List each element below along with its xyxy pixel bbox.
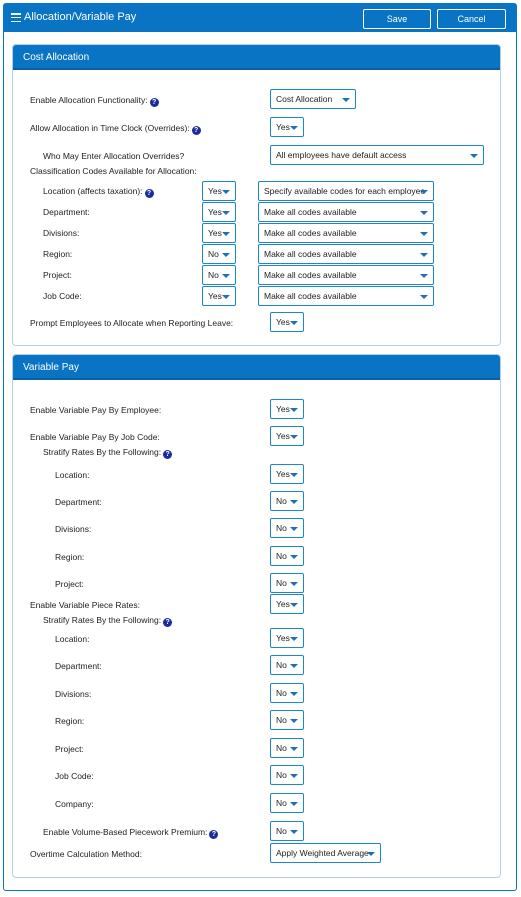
overtime-method-label: Overtime Calculation Method: [30,849,142,859]
time-clock-overrides-select[interactable]: Yes [270,117,304,137]
stratify-project-label: Project: [55,579,84,589]
piece-project-label: Project: [55,744,84,754]
chevron-down-icon [420,190,428,194]
variable-piece-rates-label: Enable Variable Piece Rates: [30,600,140,610]
variable-piece-rates-select[interactable]: Yes [270,594,304,614]
prompt-allocate-leave-select[interactable]: Yes [270,312,304,332]
chevron-down-icon [342,98,350,102]
stratify-department-label: Department: [55,497,102,507]
chevron-down-icon [420,211,428,215]
chevron-down-icon [290,719,298,723]
who-may-enter-select[interactable]: All employees have default access [270,145,484,165]
chevron-down-icon [222,274,230,278]
chevron-down-icon [222,295,230,299]
chevron-down-icon [290,664,298,668]
stratify-divisions-select[interactable]: No [270,518,304,538]
job-code-yesno-select[interactable]: Yes [202,286,236,306]
variable-pay-title: Variable Pay [23,362,79,373]
cost-allocation-header [13,45,500,70]
chevron-down-icon [222,190,230,194]
classification-codes-label: Classification Codes Available for Allocation: [30,166,197,176]
time-clock-overrides-label: Allow Allocation in Time Clock (Overrides): ? [30,123,201,135]
help-icon[interactable]: ? [145,189,154,198]
enable-allocation-select[interactable]: Cost Allocation [270,89,356,109]
stratify-divisions-label: Divisions: [55,524,92,534]
chevron-down-icon [290,747,298,751]
piece-region-select[interactable]: No [270,710,304,730]
help-icon[interactable]: ? [163,450,172,459]
stratify-department-select[interactable]: No [270,491,304,511]
stratify-location-select[interactable]: Yes [270,464,304,484]
page-title: Allocation/Variable Pay [24,11,137,23]
department-label: Department: [43,207,90,217]
chevron-down-icon [420,253,428,257]
divisions-label: Divisions: [43,228,80,238]
region-yesno-select[interactable]: No [202,244,236,264]
volume-premium-label: Enable Volume-Based Piecework Premium: ? [43,827,218,839]
piece-region-label: Region: [55,716,85,726]
prompt-allocate-leave-label: Prompt Employees to Allocate when Reporting Leave: [30,318,234,328]
piece-company-select[interactable]: No [270,793,304,813]
job-code-availability-select[interactable]: Make all codes available [258,286,434,306]
location-label: Location (affects taxation): ? [43,186,154,198]
save-button[interactable]: Save [363,9,431,29]
hamburger-menu-icon[interactable] [11,13,21,22]
chevron-down-icon [290,527,298,531]
variable-pay-by-employee-select[interactable]: Yes [270,399,304,419]
enable-allocation-label: Enable Allocation Functionality: ? [30,95,159,107]
chevron-down-icon [367,852,375,856]
chevron-down-icon [290,435,298,439]
department-yesno-select[interactable]: Yes [202,202,236,222]
piece-company-label: Company: [55,799,94,809]
chevron-down-icon [222,211,230,215]
volume-premium-select[interactable]: No [270,821,304,841]
help-icon[interactable]: ? [209,830,218,839]
chevron-down-icon [290,473,298,477]
stratify-region-label: Region: [55,552,85,562]
chevron-down-icon [470,154,478,158]
chevron-down-icon [222,253,230,257]
chevron-down-icon [290,802,298,806]
department-availability-select[interactable]: Make all codes available [258,202,434,222]
piece-department-select[interactable]: No [270,655,304,675]
divisions-yesno-select[interactable]: Yes [202,223,236,243]
title-bar [4,4,516,32]
stratify-location-label: Location: [55,470,90,480]
variable-pay-by-job-select[interactable]: Yes [270,426,304,446]
chevron-down-icon [290,692,298,696]
location-availability-select[interactable]: Specify available codes for each employee [258,181,434,201]
variable-pay-by-employee-label: Enable Variable Pay By Employee: [30,405,162,415]
region-label: Region: [43,249,73,259]
cost-allocation-panel [12,44,501,346]
chevron-down-icon [420,274,428,278]
project-yesno-select[interactable]: No [202,265,236,285]
job-code-label: Job Code: [43,291,82,301]
divisions-availability-select[interactable]: Make all codes available [258,223,434,243]
chevron-down-icon [290,603,298,607]
piece-department-label: Department: [55,661,102,671]
help-icon[interactable]: ? [192,126,201,135]
region-availability-select[interactable]: Make all codes available [258,244,434,264]
piece-location-label: Location: [55,634,90,644]
project-label: Project: [43,270,72,280]
chevron-down-icon [290,408,298,412]
help-icon[interactable]: ? [150,98,159,107]
chevron-down-icon [420,295,428,299]
chevron-down-icon [290,321,298,325]
help-icon[interactable]: ? [163,618,172,627]
variable-pay-by-job-label: Enable Variable Pay By Job Code: [30,432,160,442]
location-yesno-select[interactable]: Yes [202,181,236,201]
piece-job-code-label: Job Code: [55,771,94,781]
stratify-project-select[interactable]: No [270,573,304,593]
chevron-down-icon [290,500,298,504]
piece-job-code-select[interactable]: No [270,765,304,785]
overtime-method-select[interactable]: Apply Weighted Average [270,843,381,863]
chevron-down-icon [420,232,428,236]
stratify-rates-piece-label: Stratify Rates By the Following: ? [43,615,172,627]
piece-project-select[interactable]: No [270,738,304,758]
piece-divisions-label: Divisions: [55,689,92,699]
chevron-down-icon [290,830,298,834]
chevron-down-icon [222,232,230,236]
chevron-down-icon [290,637,298,641]
variable-pay-panel [12,354,501,878]
project-availability-select[interactable]: Make all codes available [258,265,434,285]
piece-location-select[interactable]: Yes [270,628,304,648]
cost-allocation-title: Cost Allocation [23,52,90,63]
chevron-down-icon [290,582,298,586]
who-may-enter-label: Who May Enter Allocation Overrides? [43,151,185,161]
piece-divisions-select[interactable]: No [270,683,304,703]
cancel-button[interactable]: Cancel [437,9,506,29]
chevron-down-icon [290,774,298,778]
variable-pay-header [13,355,500,380]
chevron-down-icon [290,555,298,559]
stratify-rates-label: Stratify Rates By the Following: ? [43,447,172,459]
chevron-down-icon [290,126,298,130]
stratify-region-select[interactable]: No [270,546,304,566]
